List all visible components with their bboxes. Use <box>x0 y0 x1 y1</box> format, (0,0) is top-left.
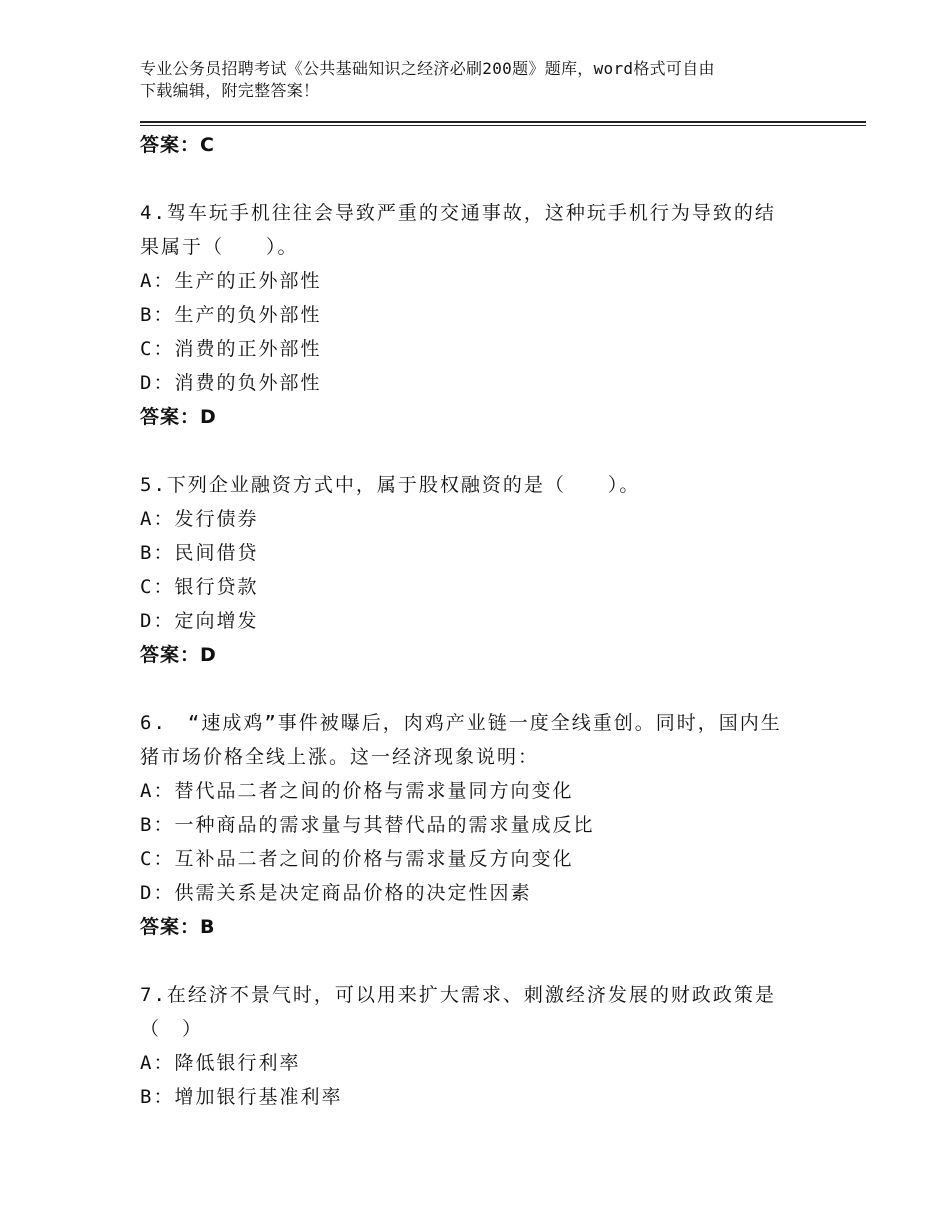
question-6-option-a: A：替代品二者之间的价格与需求量同方向变化 <box>140 780 574 802</box>
question-6-stem-line-2: 猪市场价格全线上涨。这一经济现象说明： <box>140 746 540 768</box>
header-line-2: 下载编辑，附完整答案！ <box>140 81 320 100</box>
question-4-option-c: C：消费的正外部性 <box>140 338 322 360</box>
header-divider-thin <box>140 125 866 126</box>
header-divider <box>140 121 866 123</box>
question-6 <box>140 706 820 944</box>
answer-q5: 答案：D <box>140 644 217 666</box>
question-7 <box>140 978 820 1114</box>
question-6-option-c: C：互补品二者之间的价格与需求量反方向变化 <box>140 848 574 870</box>
question-6-stem-line-1: 6. “速成鸡”事件被曝后，肉鸡产业链一度全线重创。同时，国内生 <box>140 712 782 734</box>
question-5-option-d: D：定向增发 <box>140 610 259 632</box>
answer-q4: 答案：D <box>140 406 217 428</box>
question-7-stem-line-1: 7.在经济不景气时，可以用来扩大需求、刺激经济发展的财政政策是 <box>140 984 776 1006</box>
question-5-option-b: B：民间借贷 <box>140 542 259 564</box>
question-4-option-b: B：生产的负外部性 <box>140 304 322 326</box>
question-4-option-a: A：生产的正外部性 <box>140 270 322 292</box>
question-5-stem-line-1: 5.下列企业融资方式中，属于股权融资的是（ ）。 <box>140 474 641 496</box>
answer-q3: 答案：C <box>140 134 215 156</box>
header-line-1: 专业公务员招聘考试《公共基础知识之经济必刷200题》题库，word格式可自由 <box>140 59 715 78</box>
answer-q6: 答案：B <box>140 916 216 938</box>
question-5 <box>140 468 820 672</box>
question-list <box>140 128 820 1114</box>
question-4-stem-line-2: 果属于（ ）。 <box>140 236 299 258</box>
question-5-option-a: A：发行债券 <box>140 508 259 530</box>
question-7-stem-line-2: （ ） <box>140 1018 204 1040</box>
question-5-option-c: C：银行贷款 <box>140 576 259 598</box>
question-4 <box>140 196 820 434</box>
question-7-option-a: A：降低银行利率 <box>140 1052 301 1074</box>
question-4-option-d: D：消费的负外部性 <box>140 372 322 394</box>
question-4-stem-line-1: 4.驾车玩手机往往会导致严重的交通事故，这种玩手机行为导致的结 <box>140 202 776 224</box>
document-header <box>140 58 820 102</box>
question-6-option-d: D：供需关系是决定商品价格的决定性因素 <box>140 882 532 904</box>
question-7-option-b: B：增加银行基准利率 <box>140 1086 343 1108</box>
question-6-option-b: B：一种商品的需求量与其替代品的需求量成反比 <box>140 814 595 836</box>
